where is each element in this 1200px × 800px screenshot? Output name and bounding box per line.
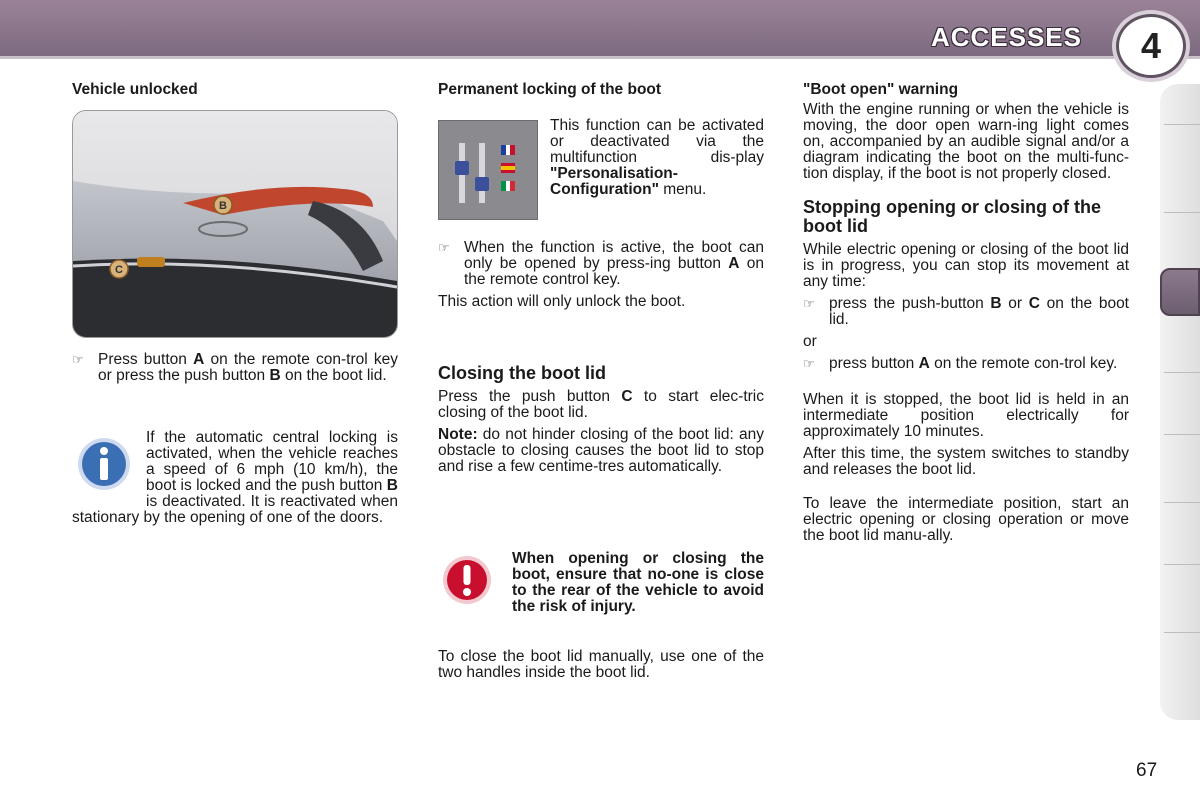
pointing-hand-icon: ☞ (72, 352, 84, 367)
list-item (803, 296, 1129, 328)
bullet-text: press the push-button B or C on the boot lid. (829, 295, 1129, 328)
info-icon (76, 436, 132, 492)
tab-divider (1164, 124, 1200, 125)
heading-stopping-boot-lid: Stopping opening or closing of the boot lid (803, 197, 1101, 236)
column-vehicle-unlocked (72, 82, 398, 532)
closing-text: Press the push button C to start elec-tric closing of the boot lid. (438, 388, 764, 421)
list-item (438, 240, 764, 288)
warning-note (438, 551, 764, 621)
heading-boot-open-warning: "Boot open" warning (803, 81, 959, 98)
chapter-number-badge: 4 (1116, 14, 1186, 78)
heading-vehicle-unlocked: Vehicle unlocked (72, 81, 198, 98)
tab-divider (1164, 372, 1200, 373)
heading-closing-boot-lid: Closing the boot lid (438, 363, 606, 383)
pointing-hand-icon: ☞ (803, 356, 815, 371)
tab-divider (1164, 434, 1200, 435)
manual-close-text: To close the boot lid manually, use one of the two handles inside the boot lid. (438, 648, 764, 681)
intro-text: This function can be activated or deactivated via the multifunction dis-play "Personalisation-Configuration" menu. (550, 117, 764, 198)
bullet-text: Press button A on the remote con-trol key or press the push button B on the boot lid. (98, 351, 398, 384)
tab-divider (1164, 502, 1200, 503)
stopped-text: When it is stopped, the boot lid is held in an intermediate position electrically for approximately 10 minutes. (803, 391, 1129, 440)
note-text: Note: do not hinder closing of the boot lid: any obstacle to closing causes the boot lid to stop and rise a few centime-tres automatically. (438, 426, 764, 475)
chapter-side-tabs (1160, 84, 1200, 720)
pointing-hand-icon: ☞ (803, 296, 815, 311)
active-chapter-tab[interactable] (1160, 268, 1200, 316)
page-number: 67 (1136, 760, 1158, 781)
warning-text: When opening or closing the boot, ensure that no-one is close to the rear of the vehicle to avoid the risk of injury. (512, 550, 764, 615)
tab-divider (1164, 564, 1200, 565)
unlock-note: This action will only unlock the boot. (438, 293, 686, 310)
column-boot-locking (438, 82, 764, 687)
multifunction-display-image (438, 120, 538, 220)
list-item (72, 352, 398, 384)
warning-icon (442, 555, 492, 605)
heading-permanent-locking: Permanent locking of the boot (438, 81, 662, 98)
or-text: or (803, 333, 817, 350)
pointing-hand-icon: ☞ (438, 240, 450, 255)
chapter-title: ACCESSES (930, 22, 1082, 52)
after-time-text: After this time, the system switches to standby and releases the boot lid. (803, 445, 1129, 478)
boot-open-text: With the engine running or when the vehicle is moving, the door open warn-ing light comes on, accompanied by an audible signal and/or a diagram indicating the boot on the multi-func-tion display, if the boot is not properly closed. (803, 101, 1129, 182)
column-boot-warning (803, 82, 1129, 550)
info-note (72, 430, 398, 532)
tab-divider (1164, 212, 1200, 213)
leave-position-text: To leave the intermediate position, start an electric opening or closing operation or move the boot lid manu-ally. (803, 495, 1129, 544)
info-text: If the automatic central locking is activated, when the vehicle reaches a speed of 6 mph (10 km/h), the boot is locked and the push button B is deactivated. It is reactivated when stationary by the opening of one of the doors. (72, 429, 398, 526)
bullet-text: When the function is active, the boot can only be opened by press-ing button A on the remote control key. (464, 239, 764, 288)
stopping-text: While electric opening or closing of the boot lid is in progress, you can stop its movement at any time: (803, 241, 1129, 290)
boot-lid-photo (72, 110, 398, 338)
tab-divider (1164, 632, 1200, 633)
photo-label-b: B (219, 200, 227, 212)
bullet-text: press button A on the remote con-trol key. (829, 355, 1118, 372)
intro-block (438, 118, 764, 226)
photo-label-c: C (115, 264, 123, 276)
list-item (803, 356, 1129, 372)
